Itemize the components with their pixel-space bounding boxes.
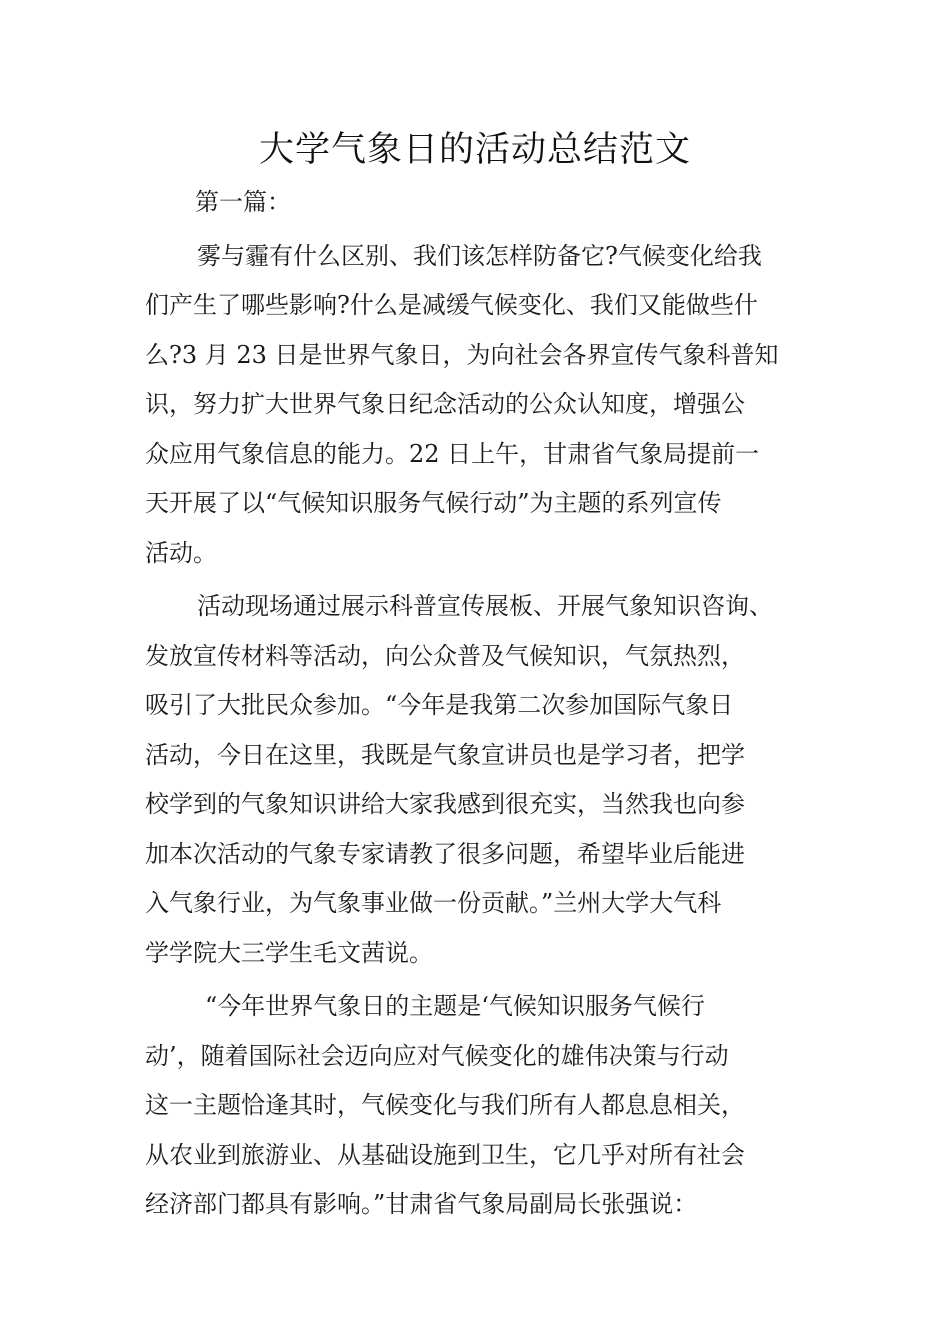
paragraph-line: 识，努力扩大世界气象日纪念活动的公众认知度，增强公 — [145, 390, 745, 418]
paragraph-line: 活动现场通过展示科普宣传展板、开展气象知识咨询、 — [197, 592, 773, 620]
paragraph-line: “今年世界气象日的主题是‘气候知识服务气候行 — [205, 992, 705, 1020]
paragraph-line: 么?3 月 23 日是世界气象日，为向社会各界宣传气象科普知 — [145, 340, 779, 369]
paragraph-line: 加本次活动的气象专家请教了很多问题，希望毕业后能进 — [145, 839, 745, 868]
paragraph-line: 入气象行业，为气象事业做一份贡献。”兰州大学大气科 — [145, 889, 722, 917]
paragraph-2 — [145, 582, 810, 978]
paragraph-line: 动’，随着国际社会迈向应对气候变化的雄伟决策与行动 — [145, 1041, 729, 1070]
paragraph-line: 发放宣传材料等活动，向公众普及气候知识，气氛热烈， — [145, 641, 745, 670]
paragraph-line: 活动，今日在这里，我既是气象宣讲员也是学习者，把学 — [145, 740, 745, 769]
paragraph-line: 学学院大三学生毛文茜说。 — [145, 938, 433, 967]
paragraph-line: 雾与霾有什么区别、我们该怎样防备它?气候变化给我 — [197, 241, 762, 270]
document-body — [145, 178, 810, 1230]
paragraph-line: 从农业到旅游业、从基础设施到卫生，它几乎对所有社会 — [145, 1140, 745, 1169]
paragraph-line: 们产生了哪些影响?什么是减缓气候变化、我们又能做些什 — [145, 291, 758, 319]
paragraph-line: 众应用气象信息的能力。22 日上午，甘肃省气象局提前一 — [145, 439, 760, 468]
paragraph-line: 校学到的气象知识讲给大家我感到很充实，当然我也向参 — [145, 790, 745, 818]
paragraph-1 — [145, 232, 810, 579]
paragraph-line: 活动。 — [145, 538, 217, 567]
paragraph-line: 这一主题恰逢其时，气候变化与我们所有人都息息相关， — [145, 1091, 745, 1119]
paragraph-line: 经济部门都具有影响。”甘肃省气象局副局长张强说： — [145, 1190, 698, 1218]
section-label: 第一篇： — [195, 188, 291, 216]
paragraph-line: 吸引了大批民众参加。“今年是我第二次参加国际气象日 — [145, 691, 734, 719]
paragraph-3 — [145, 982, 810, 1230]
document-title: 大学气象日的活动总结范文 — [258, 130, 691, 170]
paragraph-line: 天开展了以“气候知识服务气候行动”为主题的系列宣传 — [145, 489, 722, 517]
